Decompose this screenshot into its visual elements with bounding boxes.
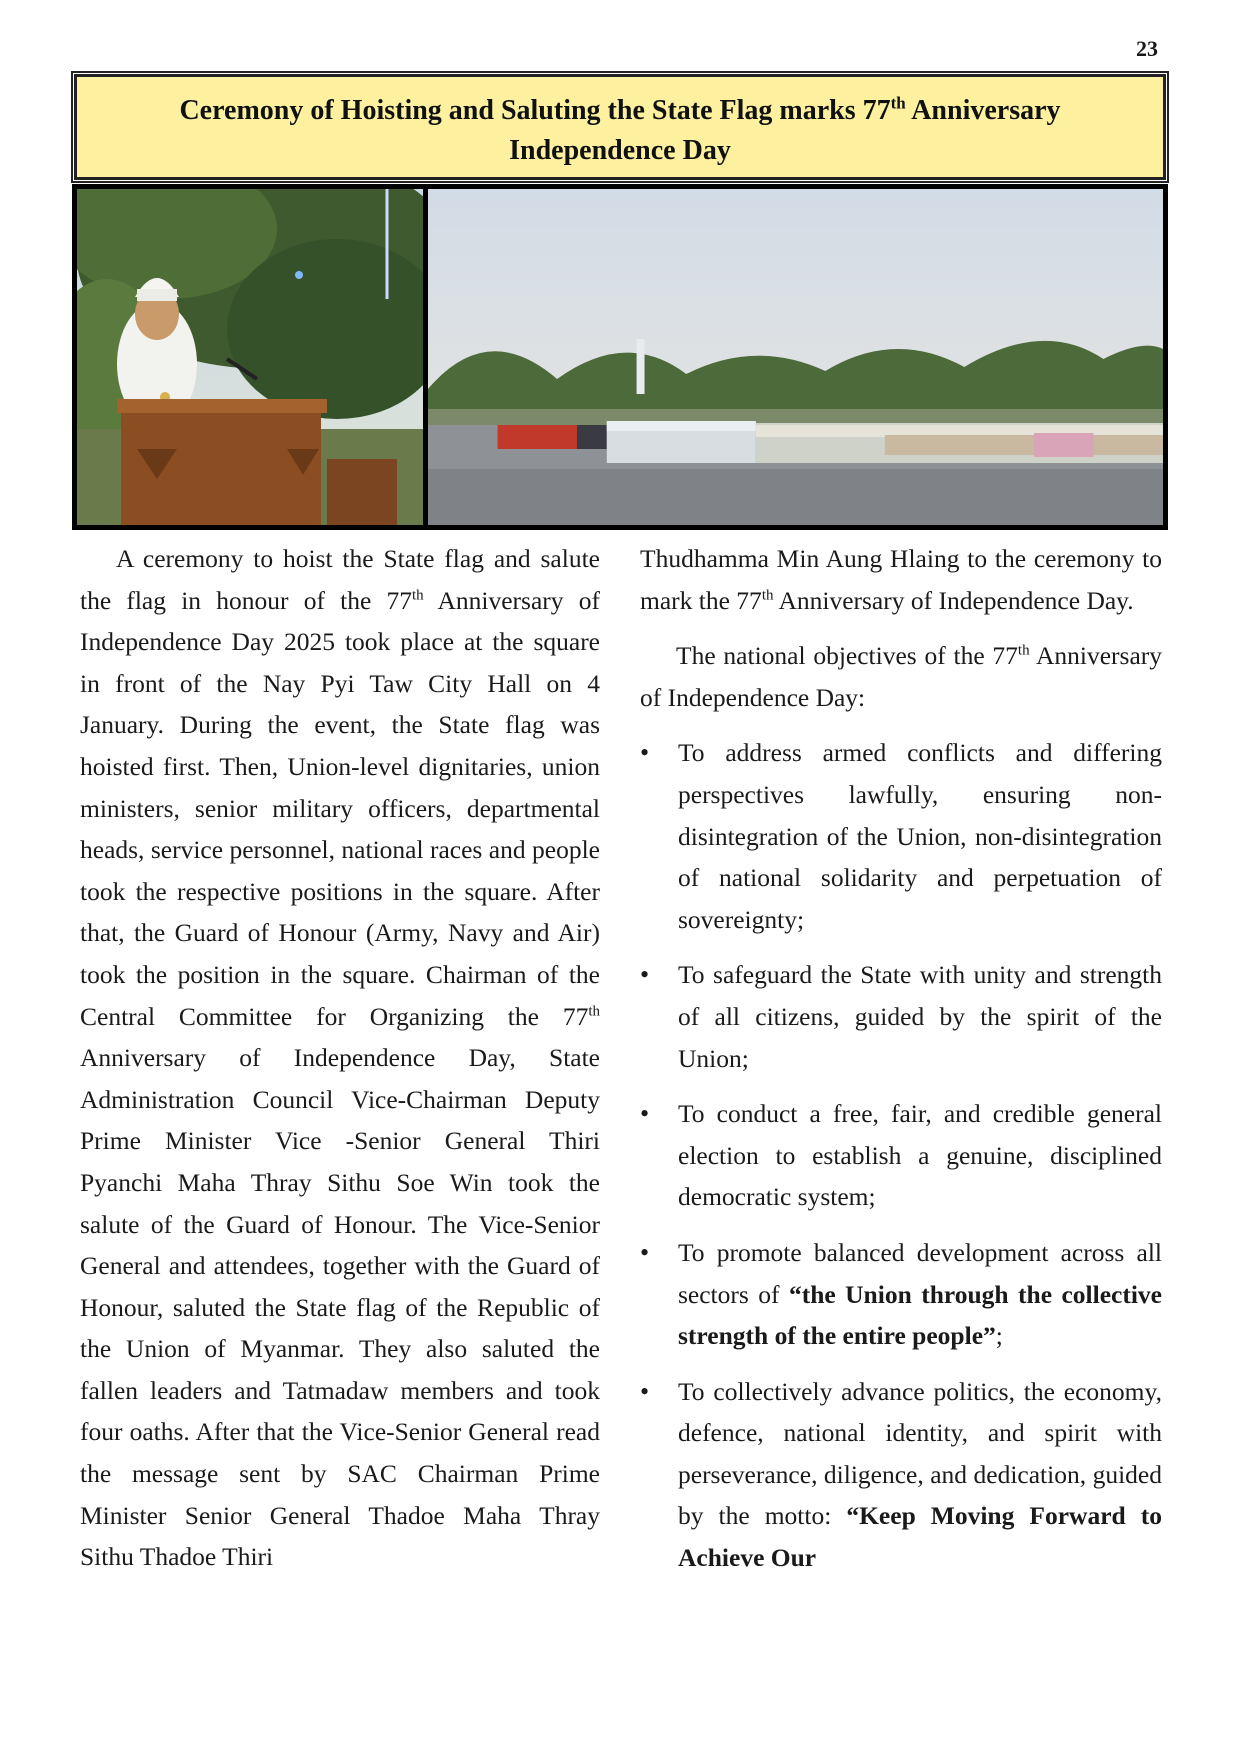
objective-text: To collectively advance politics, the economy, defence, national identity, and spirit with perseverance, diligence, and dedication, guided by the motto: [678,1376,1162,1531]
objective-bold-text: “Keep Moving Forward to Achieve Our [678,1501,1162,1573]
intro-text-b: Anniversary of Independence Day 2025 took place at the square in front of the Nay Pyi Taw City Hall on 4 January. During the event, the State flag was hoisted first. Then, Union-level dignitaries, union ministers, senior military officers, departmental heads, service personnel, national races and people took the respective positions in the square. After that, the Guard of Honour (Army, Navy and Air) took the position in the square. Chairman of the Central Committee for Organizing the 77 [80,585,600,1031]
title-text-a: Ceremony of Hoisting and Saluting the State Flag marks 77 [179,94,891,126]
objective-item [640,732,1162,940]
continued-text-b: Anniversary of Independence Day. [773,585,1134,615]
superscript: th [1017,642,1030,659]
objective-item [640,954,1162,1079]
superscript: th [761,587,774,604]
title-line-2: Independence Day [509,134,731,166]
objective-item [640,1232,1162,1357]
objective-bold-text: “the Union through the collective strength of the entire people” [678,1279,1162,1351]
left-column [80,538,600,1578]
article-title-box [74,74,1166,180]
article-title [179,83,1060,170]
title-superscript: th [890,93,906,113]
objective-item [640,1371,1162,1579]
title-text-b: Anniversary [905,94,1061,126]
photo-strip [72,184,1168,530]
speaker-at-podium-photo [77,189,423,525]
objective-text: To safeguard the State with unity and strength of all citizens, guided by the spirit of the Union; [678,960,1162,1073]
objective-item [640,1093,1162,1218]
superscript: th [412,587,424,604]
intro-text-c: Anniversary of Independence Day, State Administration Council Vice-Chairman Deputy Prime Minister Vice -Senior General Thiri Pyanchi Maha Thray Sithu Soe Win took the salute of the Guard of Honour. The Vice-Senior General and attendees, together with the Guard of Honour, saluted the State flag of the Republic of the Union of Myanmar. They also saluted the fallen leaders and Tatmadaw members and took four oaths. After that the Vice-Senior General read the message sent by SAC Chairman Prime Minister Senior General Thadoe Maha Thray Sithu Thadoe Thiri [80,1043,600,1572]
continued-text-a: Thudhamma Min Aung Hlaing to the ceremony to mark the 77 [640,544,1162,615]
intro-paragraph [80,538,600,1578]
page-number: 23 [1136,36,1158,61]
right-column [640,538,1162,1593]
objectives-intro [640,635,1162,718]
title-line-1 [179,95,1060,126]
objective-text: To conduct a free, fair, and credible general election to establish a genuine, disciplined democratic system; [678,1099,1162,1212]
objectives-list [640,732,1162,1578]
continued-paragraph [640,538,1162,621]
intro-text-a: A ceremony to hoist the State flag and salute the flag in honour of the 77 [80,544,600,615]
objectives-intro-text-b: Anniversary of Independence Day: [640,641,1163,712]
objective-text: To address armed conflicts and differing perspectives lawfully, ensuring non-disintegration of the Union, non-disintegration of national solidarity and perpetuation of sovereignty; [678,738,1162,934]
objective-text: ; [995,1321,1003,1351]
guard-of-honour-parade-photo [428,189,1163,525]
superscript: th [588,1003,600,1020]
objective-text: To promote balanced development across all sectors of [678,1237,1162,1309]
objectives-intro-text-a: The national objectives of the 77 [676,641,1018,671]
